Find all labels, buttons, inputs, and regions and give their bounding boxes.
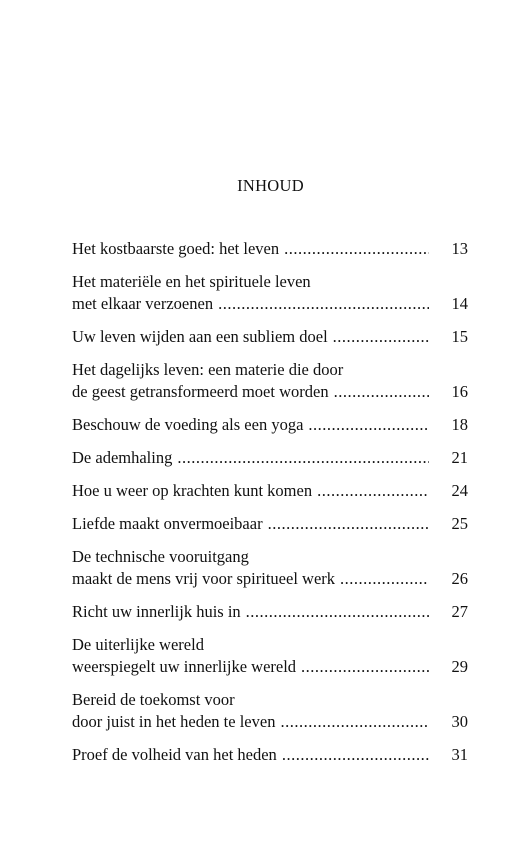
dot-leader xyxy=(340,568,429,590)
toc-entry-last-line xyxy=(72,513,429,535)
toc-entry-last-line xyxy=(72,447,429,469)
page-title: INHOUD xyxy=(237,176,304,195)
table-of-contents xyxy=(72,238,468,766)
toc-page-number: 18 xyxy=(451,415,468,434)
toc-page-number: 29 xyxy=(451,657,468,676)
toc-entry-title-line: maakt de mens vrij voor spiritueel werk xyxy=(72,569,336,588)
toc-page-number: 13 xyxy=(451,239,468,258)
toc-page-number: 16 xyxy=(451,382,468,401)
toc-entry xyxy=(72,326,468,348)
toc-entry-title-line: Hoe u weer op krachten kunt komen xyxy=(72,481,313,500)
toc-entry-last-line xyxy=(72,414,429,436)
toc-entry-title-line: Het materiële en het spirituele leven xyxy=(72,272,311,291)
toc-entry-last-line xyxy=(72,381,429,403)
toc-entry-title-line: Het dagelijks leven: een materie die door xyxy=(72,360,344,379)
toc-entry-title-line: Uw leven wijden aan een subliem doel xyxy=(72,327,328,346)
toc-page-number: 27 xyxy=(451,602,468,621)
toc-entry xyxy=(72,480,468,502)
toc-entry-last-line xyxy=(72,744,429,766)
toc-page-number: 31 xyxy=(451,745,468,764)
dot-leader xyxy=(284,238,429,260)
dot-leader xyxy=(177,447,429,469)
toc-entry-title-line: weerspiegelt uw innerlijke wereld xyxy=(72,657,297,676)
dot-leader xyxy=(334,381,429,403)
dot-leader xyxy=(333,326,429,348)
toc-entry-last-line xyxy=(72,326,429,348)
dot-leader xyxy=(317,480,429,502)
toc-entry-last-line xyxy=(72,656,429,678)
toc-entry-title-line: De technische vooruitgang xyxy=(72,547,249,566)
toc-entry xyxy=(72,546,468,590)
toc-entry-last-line xyxy=(72,480,429,502)
toc-entry-last-line xyxy=(72,711,429,733)
toc-entry-title-line: Proef de volheid van het heden xyxy=(72,745,277,764)
dot-leader xyxy=(308,414,429,436)
toc-entry xyxy=(72,744,468,766)
toc-entry xyxy=(72,359,468,403)
toc-entry xyxy=(72,513,468,535)
toc-entry xyxy=(72,414,468,436)
toc-entry-title-line: Liefde maakt onvermoeibaar xyxy=(72,514,263,533)
toc-entry-title-line: door juist in het heden te leven xyxy=(72,712,276,731)
toc-entry-title-line: de geest getransformeerd moet worden xyxy=(72,382,329,401)
toc-entry xyxy=(72,634,468,678)
toc-entry-title-line: met elkaar verzoenen xyxy=(72,294,214,313)
toc-entry xyxy=(72,238,468,260)
toc-entry-title-line: Beschouw de voeding als een yoga xyxy=(72,415,304,434)
toc-page-number: 15 xyxy=(451,327,468,346)
dot-leader xyxy=(218,293,429,315)
toc-page-number: 25 xyxy=(451,514,468,533)
dot-leader xyxy=(282,744,429,766)
dot-leader xyxy=(280,711,429,733)
toc-entry xyxy=(72,601,468,623)
dot-leader xyxy=(268,513,429,535)
toc-page-number: 30 xyxy=(451,712,468,731)
toc-entry-last-line xyxy=(72,293,429,315)
dot-leader xyxy=(301,656,429,678)
toc-page-number: 24 xyxy=(451,481,468,500)
toc-entry xyxy=(72,689,468,733)
toc-entry-title-line: De ademhaling xyxy=(72,448,173,467)
toc-page-number: 26 xyxy=(451,569,468,588)
toc-entry-last-line xyxy=(72,601,429,623)
toc-entry-title-line: Het kostbaarste goed: het leven xyxy=(72,239,280,258)
toc-entry-title-line: Richt uw innerlijk huis in xyxy=(72,602,241,621)
dot-leader xyxy=(246,601,429,623)
toc-entry-title-line: Bereid de toekomst voor xyxy=(72,690,235,709)
toc-page-number: 21 xyxy=(451,448,468,467)
toc-entry-title-line: De uiterlijke wereld xyxy=(72,635,204,654)
toc-entry-last-line xyxy=(72,238,429,260)
toc-entry-last-line xyxy=(72,568,429,590)
toc-entry xyxy=(72,271,468,315)
toc-page-number: 14 xyxy=(451,294,468,313)
toc-entry xyxy=(72,447,468,469)
